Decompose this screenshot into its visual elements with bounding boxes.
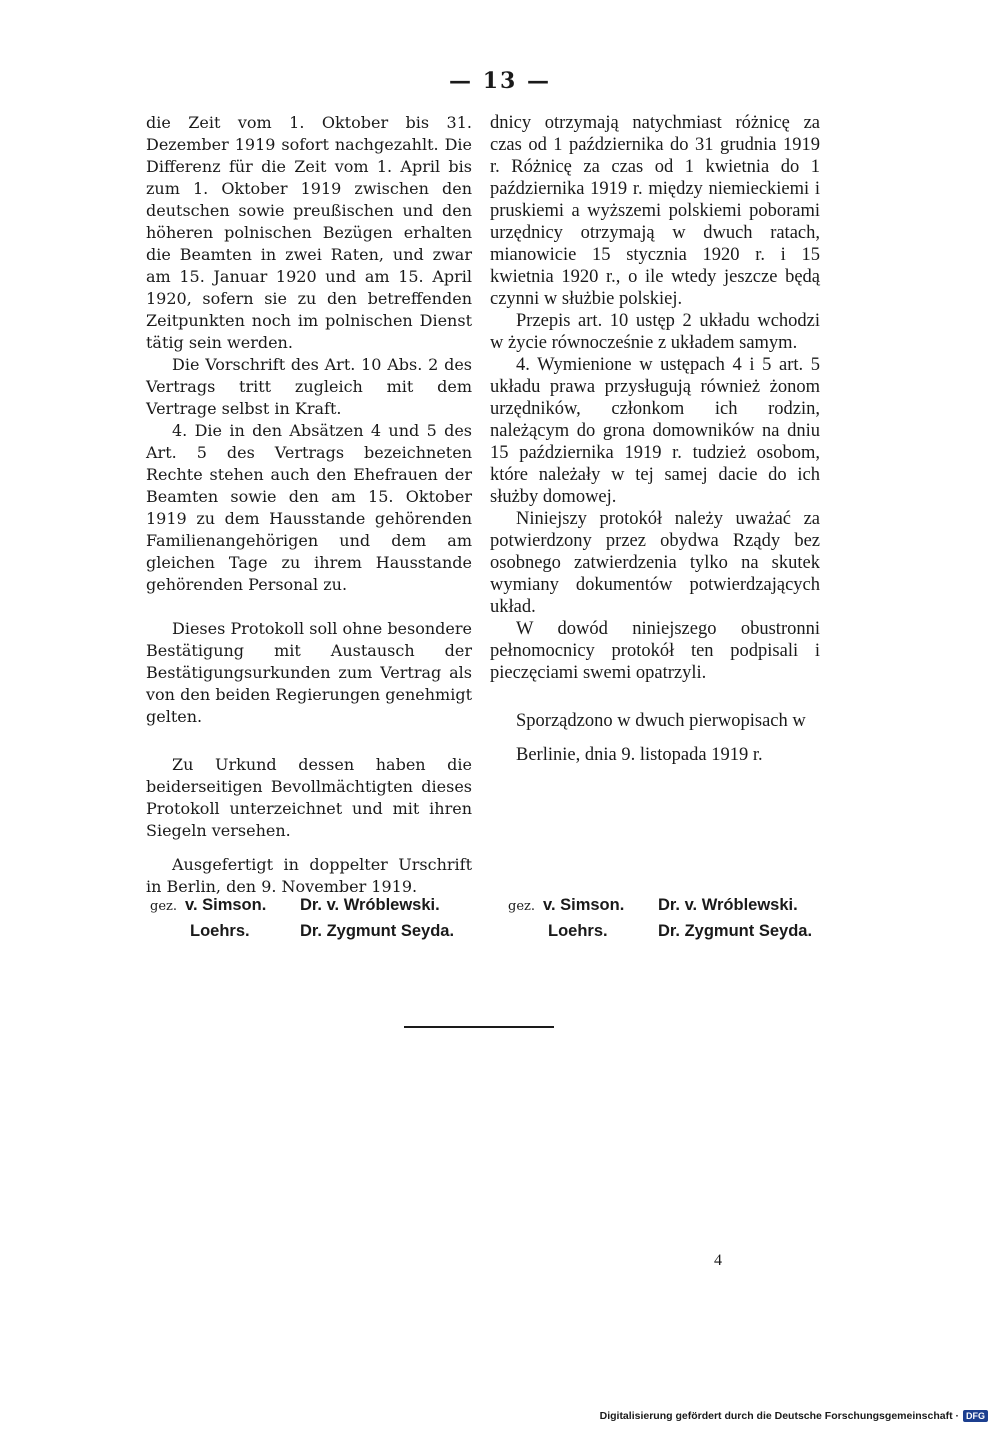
dfg-logo: DFG [963,1410,988,1422]
polish-paragraph-6: Sporządzono w dwuch pierwopisach w [516,711,806,731]
polish-paragraph-7: Berlinie, dnia 9. listopada 1919 r. [516,745,763,765]
signature-wroblewski: Dr. v. Wróblewski. [658,896,798,914]
signature-loehrs: Loehrs. [548,922,608,940]
german-paragraph-5: Zu Urkund dessen haben die beiderseitigen Bevollmächtigten dieses Protokoll unterzeichnet und mit ihren Siegeln versehen. [146,755,472,840]
signature-simson: v. Simson. [543,896,625,914]
german-paragraph-1: die Zeit vom 1. Oktober bis 31. Dezember 1919 sofort nachgezahlt. Die Differenz für die Zeit vom 1. April bis zum 1. Oktober 1919 zwischen den deutschen sowie preußischen und den höheren polnischen Bezügen erhalten die Beamten in zwei Raten, und zwar am 15. Januar 1920 und am 15. April 1920, sofern sie zu den betreffenden Zeitpunkten noch im polnischen Dienst tätig sein werden. [146,113,472,352]
german-signatures [150,893,470,943]
footer-text: Digitalisierung gefördert durch die Deutsche Forschungsgemeinschaft · [599,1410,959,1422]
footer [600,1410,988,1422]
polish-paragraph-2: Przepis art. 10 ustęp 2 układu wchodzi w życie równocześnie z układem samym. [490,311,820,353]
polish-paragraph-4: Niniejszy protokół należy uważać za potwierdzony przez obydwa Rządy bez osobnego zatwierdzenia tylko na skutek wymiany dokumentów potwierdzających układ. [490,509,820,617]
sheet-number: 4 [714,1252,722,1269]
polish-column [490,112,820,766]
german-column [146,112,472,898]
german-paragraph-2: Die Vorschrift des Art. 10 Abs. 2 des Vertrags tritt zugleich mit dem Vertrage selbst in Kraft. [146,355,472,418]
page-number: — 13 — [449,68,551,94]
polish-paragraph-3: 4. Wymienione w ustępach 4 i 5 art. 5 układu prawa przysługują również żonom urzędników, członkom ich rodzin, należącym do grona domowników na dniu 15 października 1919 r. tudzież osobom, które należały w tej samej dacie do ich służby domowej. [490,355,820,507]
german-paragraph-4: Dieses Protokoll soll ohne besondere Bestätigung mit Austausch der Bestätigungsurkunden zum Vertrag als von den beiden Regierungen genehmigt gelten. [146,619,472,726]
polish-paragraph-1: dnicy otrzymają natychmiast różnicę za czas od 1 października do 31 grudnia 1919 r. Różnicę za czas od 1 kwietnia do 1 października 1919 r. między niemieckiemi i pruskiemi a wyższemi polskiemi poborami urzędnicy otrzymają w dwuch ratach, mianowicie 15 stycznia 1920 r. i 15 kwietnia 1920 r., o ile wtedy jeszcze będą czynni w służbie polskiej. [490,113,820,309]
german-paragraph-6: Ausgefertigt in doppelter Urschrift in Berlin, den 9. November 1919. [146,855,472,896]
german-paragraph-3: 4. Die in den Absätzen 4 und 5 des Art. 5 des Vertrags bezeichneten Rechte stehen auch den Ehefrauen der Beamten sowie den am 15. Oktober 1919 zu dem Hausstande gehörenden Familienangehörigen und dem am gleichen Tage zu ihrem Hausstande gehörenden Personal zu. [146,421,472,594]
section-divider [404,1026,554,1028]
signature-loehrs: Loehrs. [190,922,250,940]
signature-prefix: gez. [150,899,177,914]
signature-seyda: Dr. Zygmunt Seyda. [658,922,813,940]
signature-wroblewski: Dr. v. Wróblewski. [300,896,440,914]
signature-prefix: gez. [508,899,535,914]
signature-seyda: Dr. Zygmunt Seyda. [300,922,455,940]
signature-simson: v. Simson. [185,896,267,914]
polish-paragraph-5: W dowód niniejszego obustronni pełnomocnicy protokół ten podpisali i pieczęciami swemi opatrzyli. [490,619,820,683]
polish-signatures [508,893,828,943]
